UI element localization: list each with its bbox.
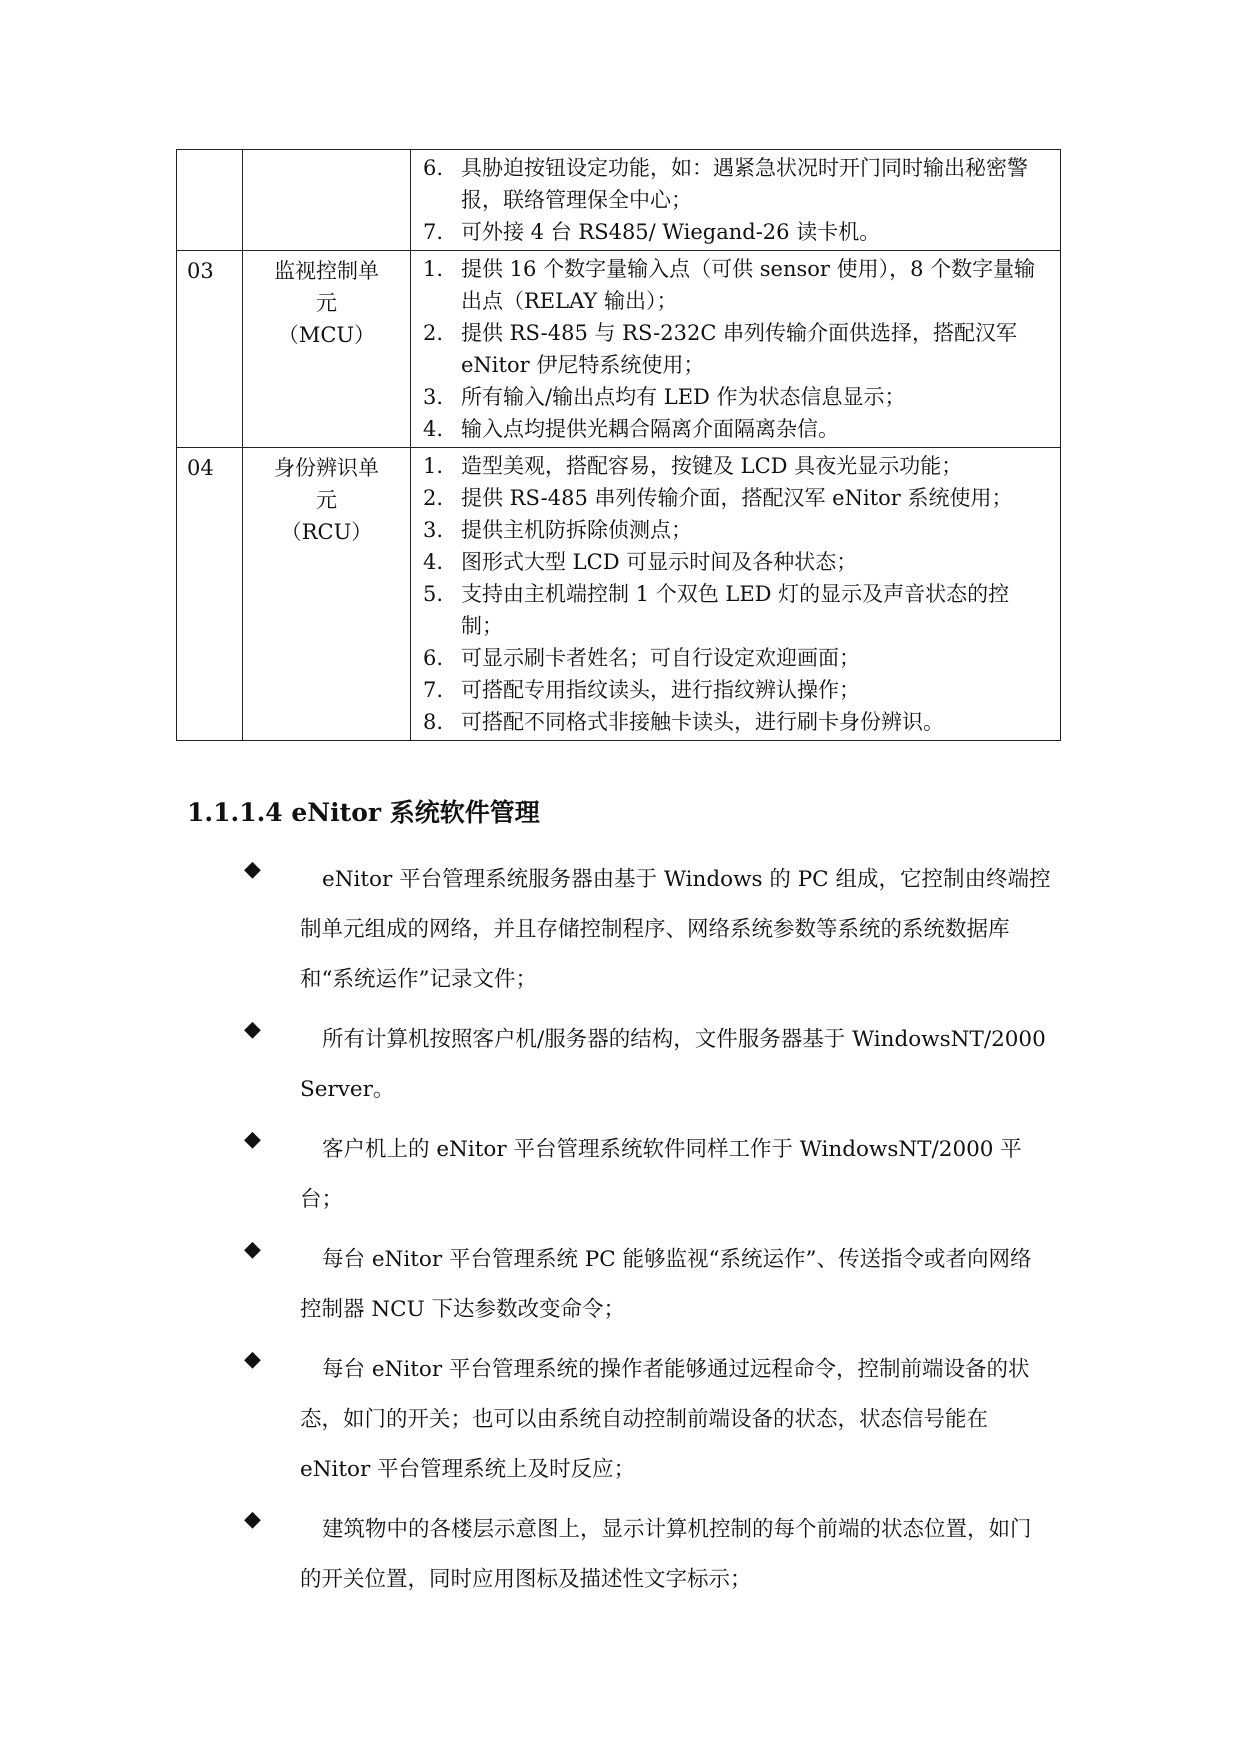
- bullet-text: 每台 eNitor 平台管理系统的操作者能够通过远程命令，控制前端设备的状态，如门的开关；也可以由系统自动控制前端设备的状态，状态信号能在 eNitor 平台管理系统上及时反应；: [300, 1357, 1030, 1482]
- bullet-text: 所有计算机按照客户机/服务器的结构，文件服务器基于 WindowsNT/2000 Server。: [300, 1027, 1046, 1102]
- bullet-item: [244, 1015, 1052, 1115]
- list-item: 2. 提供 RS-485 串列传输介面，搭配汉军 eNitor 系统使用；: [423, 486, 1013, 510]
- list-item: 1. 造型美观，搭配容易，按键及 LCD 具夜光显示功能；: [423, 454, 963, 478]
- list-item: 2. 提供 RS-485 与 RS-232C 串列传输介面供选择，搭配汉军 eNitor 伊尼特系统使用；: [423, 321, 1018, 377]
- bullet-item: [244, 1345, 1052, 1495]
- list-item: 6. 具胁迫按钮设定功能，如：遇紧急状况时开门同时输出秘密警报，联络管理保全中心；: [423, 156, 1028, 212]
- bullet-item: [244, 1125, 1052, 1225]
- spec-table: [176, 149, 1061, 741]
- feature-list: [411, 251, 1061, 448]
- feature-list: [411, 150, 1061, 251]
- table-row: [177, 150, 1061, 251]
- bullet-text: 每台 eNitor 平台管理系统 PC 能够监视“系统运作”、传送指令或者向网络控制器 NCU 下达参数改变命令；: [300, 1247, 1032, 1322]
- table-row: [177, 448, 1061, 741]
- row-number: 04: [177, 448, 243, 741]
- list-item: 7. 可搭配专用指纹读头，进行指纹辨认操作；: [423, 678, 860, 702]
- bullet-item: [244, 1235, 1052, 1335]
- bullet-text: 建筑物中的各楼层示意图上，显示计算机控制的每个前端的状态位置，如门的开关位置，同时应用图标及描述性文字标示；: [300, 1517, 1032, 1592]
- list-item: 6. 可显示刷卡者姓名；可自行设定欢迎画面；: [423, 646, 860, 670]
- diamond-bullet-icon: ◆: [244, 1507, 261, 1532]
- bullet-text: eNitor 平台管理系统服务器由基于 Windows 的 PC 组成，它控制由终端控制单元组成的网络，并且存储控制程序、网络系统参数等系统的系统数据库和“系统运作”记录文件；: [300, 867, 1051, 992]
- list-item: 8. 可搭配不同格式非接触卡读头，进行刷卡身份辨识。: [423, 710, 944, 734]
- table-row: [177, 251, 1061, 448]
- list-item: 3. 所有输入/输出点均有 LED 作为状态信息显示；: [423, 385, 906, 409]
- diamond-bullet-icon: ◆: [244, 1237, 261, 1262]
- feature-list: [411, 448, 1061, 741]
- list-item: 5. 支持由主机端控制 1 个双色 LED 灯的显示及声音状态的控制；: [423, 582, 1010, 638]
- bullet-text: 客户机上的 eNitor 平台管理系统软件同样工作于 WindowsNT/2000 平台；: [300, 1137, 1022, 1212]
- unit-name: [243, 150, 411, 251]
- diamond-bullet-icon: ◆: [244, 857, 261, 882]
- diamond-bullet-icon: ◆: [244, 1017, 261, 1042]
- diamond-bullet-icon: ◆: [244, 1347, 261, 1372]
- diamond-bullet-icon: ◆: [244, 1127, 261, 1152]
- list-item: 1. 提供 16 个数字量输入点（可供 sensor 使用），8 个数字量输出点（RELAY 输出）；: [423, 257, 1036, 313]
- bullet-item: [244, 855, 1052, 1005]
- list-item: 4. 图形式大型 LCD 可显示时间及各种状态；: [423, 550, 858, 574]
- unit-name: 身份辨识单 元 （RCU）: [243, 448, 411, 741]
- bullet-list: [244, 855, 1052, 1615]
- list-item: 4. 输入点均提供光耦合隔离介面隔离杂信。: [423, 417, 839, 441]
- list-item: 3. 提供主机防拆除侦测点；: [423, 518, 692, 542]
- section-heading: 1.1.1.4 eNitor 系统软件管理: [187, 798, 540, 827]
- bullet-item: [244, 1505, 1052, 1605]
- unit-name: 监视控制单 元 （MCU）: [243, 251, 411, 448]
- row-number: 03: [177, 251, 243, 448]
- list-item: 7. 可外接 4 台 RS485/ Wiegand-26 读卡机。: [423, 220, 881, 244]
- row-number: [177, 150, 243, 251]
